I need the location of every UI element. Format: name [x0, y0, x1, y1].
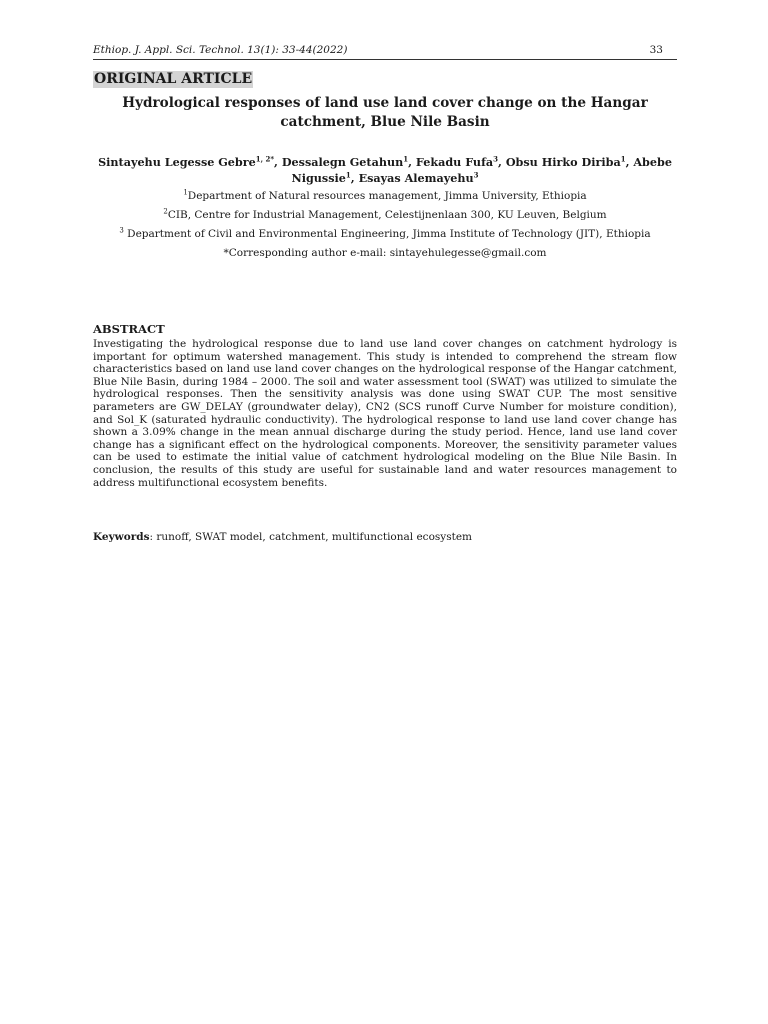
- author-name: Fekadu Fufa: [415, 155, 494, 169]
- running-header: [93, 44, 663, 60]
- abstract-heading: ABSTRACT: [93, 322, 165, 336]
- author-affiliation-mark: 1: [403, 154, 409, 164]
- affiliation-1: [93, 189, 677, 203]
- keywords-label: Keywords: [93, 531, 150, 543]
- affiliation-3: [93, 227, 677, 241]
- author-separator: ,: [408, 155, 416, 169]
- affiliation-mark: 3: [119, 226, 124, 235]
- author-name: Abebe Nigussie: [291, 155, 672, 185]
- author-affiliation-mark: 3: [493, 154, 499, 164]
- header-divider: [93, 59, 677, 60]
- author-affiliation-mark: 3: [473, 169, 479, 179]
- journal-citation: Ethiop. J. Appl. Sci. Technol. 13(1): 33-44(2022): [93, 44, 348, 56]
- author-separator: ,: [274, 155, 282, 169]
- keywords: [93, 530, 677, 544]
- article-title: Hydrological responses of land use land cover change on the Hangar catchment, Blue Nile Basin: [122, 95, 648, 130]
- author-name: Obsu Hirko Diriba: [505, 155, 621, 169]
- abstract-body: Investigating the hydrological response due to land use land cover changes on catchment hydrology is important for optimum watershed management. This study is intended to comprehend the stream flow characteristics based on land use land cover changes on the hydrological response of the Hangar catchment, Blue Nile Basin, during 1984 – 2000. The soil and water assessment tool (SWAT) was utilized to simulate the hydrological responses. Then the sensitivity analysis was done using SWAT CUP. The most sensitive parameters are GW_DELAY (groundwater delay), CN2 (SCS runoff Curve Number for moisture condition), and Sol_K (saturated hydraulic conductivity). The hydrological response to land use land cover change has shown a 3.09% change in the mean annual discharge during the study period. Hence, land use land cover change has a significant effect on the hydrological components. Moreover, the sensitivity parameter values can be used to estimate the initial value of catchment hydrological modeling on the Blue Nile Basin. In conclusion, the results of this study are useful for sustainable land and water resources management to address multifunctional ecosystem benefits.: [93, 338, 677, 489]
- article-type-label: ORIGINAL ARTICLE: [94, 71, 253, 87]
- affiliation-2: [93, 208, 677, 222]
- affiliation-text: CIB, Centre for Industrial Management, Celestijnenlaan 300, KU Leuven, Belgium: [167, 209, 607, 221]
- affiliation-text: Department of Civil and Environmental Engineering, Jimma Institute of Technology (JIT), Ethiopia: [123, 228, 651, 240]
- author-separator: ,: [498, 155, 506, 169]
- author-affiliation-mark: 1, 2*: [255, 154, 275, 164]
- author-name: Sintayehu Legesse Gebre: [98, 155, 256, 169]
- author-list: [93, 155, 677, 186]
- keywords-text: : runoff, SWAT model, catchment, multifunctional ecosystem: [149, 531, 472, 543]
- affiliation-mark: 2: [163, 207, 168, 216]
- author-separator: ,: [350, 170, 359, 185]
- author-separator: ,: [625, 155, 634, 169]
- author-name: Dessalegn Getahun: [281, 155, 404, 169]
- corresponding-author: *Corresponding author e-mail: sintayehulegesse@gmail.com: [223, 247, 547, 259]
- affiliation-mark: 1: [183, 188, 188, 197]
- affiliation-text: Department of Natural resources management, Jimma University, Ethiopia: [187, 190, 587, 202]
- author-affiliation-mark: 1: [345, 169, 351, 179]
- author-affiliation-mark: 1: [620, 154, 626, 164]
- page-number: 33: [649, 44, 663, 56]
- author-name: Esayas Alemayehu: [358, 170, 474, 185]
